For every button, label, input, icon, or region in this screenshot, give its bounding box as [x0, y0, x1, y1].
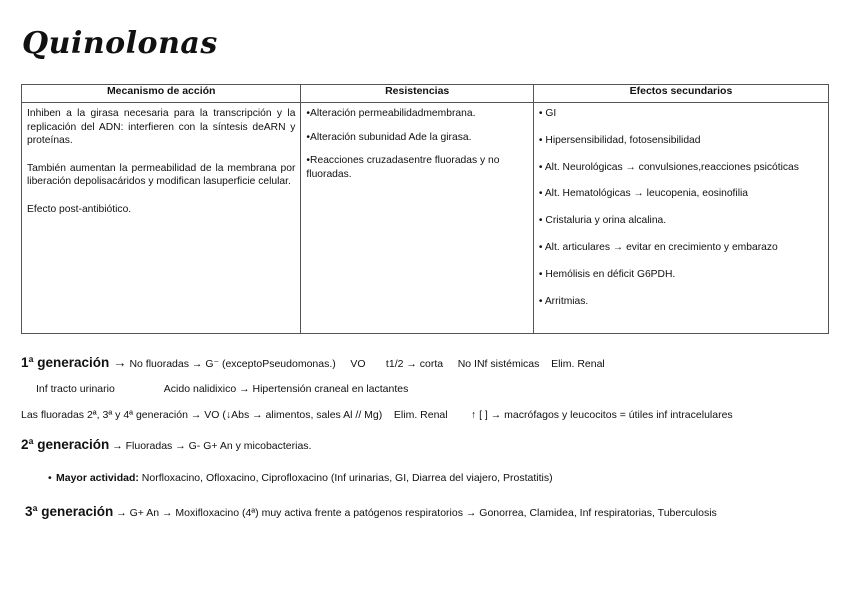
gen2-heading: 2ª generación: [21, 437, 110, 452]
mecanismo-text: Efecto post-antibiótico.: [27, 203, 132, 215]
gen1-line2: Inf tracto urinario Acido nalidixico → Hipertensión craneal en lactantes: [36, 383, 409, 395]
gen2-line: [21, 437, 311, 452]
efecto-item: • Cristaluria y orina alcalina.: [538, 215, 667, 227]
header-mecanismo: Mecanismo de acción: [22, 85, 301, 103]
header-efectos: Efectos secundarios: [533, 85, 828, 103]
header-resistencias: Resistencias: [301, 85, 534, 103]
efecto-item: • GI: [538, 108, 557, 119]
gen2-detail-line: [48, 472, 553, 484]
bullet-icon: •: [48, 472, 52, 484]
mecanismo-text: Inhiben a la girasa necesaria para la transcripción y la replicación del ADN: interfieren con la síntesis deARN y proteínas.: [27, 108, 296, 146]
efecto-item: • Hipersensibilidad, fotosensibilidad: [538, 134, 701, 146]
gen1-line3: Las fluoradas 2ª, 3ª y 4ª generación → VO (↓Abs → alimentos, sales Al // Mg) Elim. Renal ↑ [ ] → macrófagos y leucocitos = útiles inf intracelulares: [21, 409, 733, 421]
efecto-item: • Alt. Neurológicas → convulsiones,reacciones psicóticas: [538, 161, 799, 173]
table-row: [22, 103, 829, 334]
gen2-detail-bold: Mayor actividad:: [56, 472, 139, 484]
efecto-item: • Alt. Hematológicas → leucopenia, eosinofilia: [538, 188, 749, 200]
page-title: Quinolonas: [22, 26, 218, 61]
gen3-line: [25, 504, 717, 519]
mecanismo-cell: [22, 103, 301, 334]
resistencia-item: •Alteración permeabilidadmembrana.: [306, 108, 476, 119]
gen2-detail: Norfloxacino, Ofloxacino, Ciprofloxacino (Inf urinarias, GI, Diarrea del viajero, Prostatitis): [138, 472, 553, 484]
gen1-line: [21, 355, 605, 370]
table-header-row: [22, 85, 829, 103]
summary-table: [21, 84, 829, 334]
gen1-heading: 1ª generación →: [21, 355, 127, 370]
gen3-text: → G+ An → Moxifloxacino (4ª) muy activa frente a patógenos respiratorios → Gonorrea, Clamidea, Inf respiratorias, Tuberculosis: [113, 507, 717, 519]
efecto-item: • Arritmias.: [538, 295, 589, 307]
resistencias-cell: [301, 103, 534, 334]
efecto-item: • Alt. articulares → evitar en crecimiento y embarazo: [538, 241, 778, 253]
efectos-cell: [533, 103, 828, 334]
mecanismo-text: También aumentan la permeabilidad de la membrana por liberación depolisacáridos y modifican lasuperficie celular.: [27, 162, 296, 187]
resistencia-item: •Reacciones cruzadasentre fluoradas y no fluoradas.: [306, 155, 500, 180]
gen1-text: No fluoradas → G⁻ (exceptoPseudomonas.) VO t1/2 → corta No INf sistémicas Elim. Renal: [126, 358, 605, 370]
gen2-text: → Fluoradas → G- G+ An y micobacterias.: [109, 440, 312, 452]
resistencia-item: •Alteración subunidad Ade la girasa.: [306, 131, 472, 143]
gen3-heading: 3ª generación: [25, 504, 114, 519]
efecto-item: • Hemólisis en déficit G6PDH.: [538, 268, 676, 280]
